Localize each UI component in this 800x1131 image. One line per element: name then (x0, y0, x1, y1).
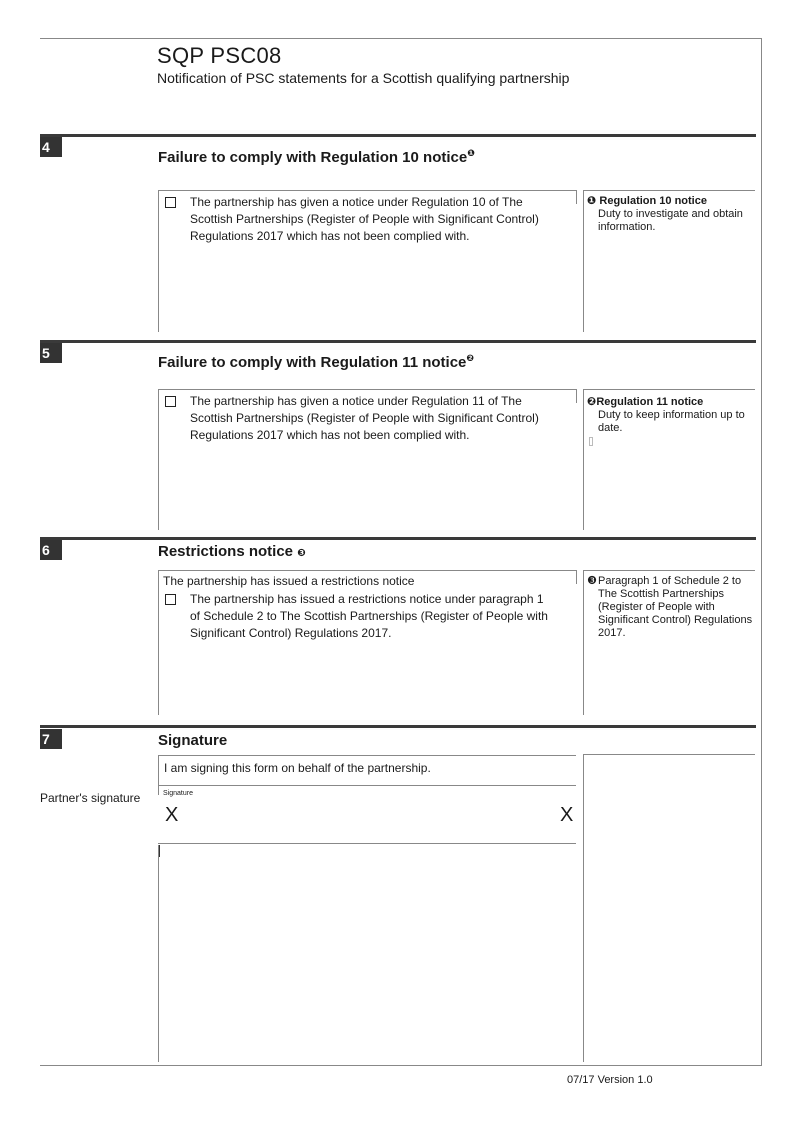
section-5-statement: The partnership has given a notice under Regulation 11 of The Scottish Partnerships (Register of People with Significant Control) Regulations 2017 which has not been complied with. (190, 394, 539, 442)
bottom-rule (40, 1065, 762, 1066)
section-6-bar (40, 537, 756, 540)
section-4-left-border (158, 190, 159, 332)
section-7-statement-top-border (158, 755, 576, 756)
section-7-number: 7 (40, 729, 62, 749)
note-2-cursor-mark (589, 437, 593, 446)
signature-input-area[interactable] (160, 800, 574, 842)
section-6-statement: The partnership has issued a restrictions notice under paragraph 1 of Schedule 2 to The Scottish Partnerships (Register of People with Significant Control) Regulations 2017. (190, 592, 548, 640)
note-ref-3: ❸ (297, 548, 306, 559)
note-3-marker: ❸ (587, 575, 597, 587)
signature-field-left-tick (158, 785, 159, 795)
note-2-text: Duty to keep information up to date. (598, 409, 745, 434)
note-ref-2: ❷ (466, 353, 475, 363)
section-4-statement: The partnership has given a notice under Regulation 10 of The Scottish Partnerships (Register of People with Significant Control) Regulations 2017 which has not been complied with. (190, 195, 539, 243)
section-4-box-right-tick (576, 190, 577, 204)
section-4-title: Failure to comply with Regulation 10 notice$^❶$ (158, 148, 475, 166)
section-7-left-border (158, 845, 159, 1062)
section-5-number: 5 (40, 343, 62, 363)
note-1-title: ❶ Regulation 10 notice (587, 195, 707, 207)
note-1-text: Duty to investigate and obtain information. (598, 208, 743, 233)
note-1-left-border (583, 190, 584, 332)
signature-field-top-border (158, 785, 576, 786)
section-7-title: Signature (158, 732, 228, 749)
section-6-box-right-tick (576, 570, 577, 584)
signature-field-bottom-border (158, 843, 576, 844)
section-5-left-border (158, 389, 159, 530)
section-4-bar (40, 134, 756, 137)
note-3-text: Paragraph 1 of Schedule 2 to The Scottish Partnerships (Register of People with Significant Control) Regulations 2017. (598, 575, 753, 639)
partner-signature-label: Partner's signature (40, 791, 141, 805)
note-2-title: ❷Regulation 11 notice (587, 396, 704, 408)
section-5-title: Failure to comply with Regulation 11 notice$^❷$ (158, 353, 475, 371)
section-7-note-top-border (583, 754, 755, 755)
note-1-top-border (583, 190, 755, 191)
right-border (761, 38, 762, 1065)
form-subtitle: Notification of PSC statements for a Scottish qualifying partnership (157, 70, 570, 86)
signature-end-x: X (560, 804, 574, 826)
signature-start-x: X (165, 804, 179, 826)
section-7-statement: I am signing this form on behalf of the partnership. (164, 761, 431, 775)
restrictions-notice-checkbox[interactable] (165, 594, 176, 605)
section-4-top-border (158, 190, 576, 191)
section-6-top-border (158, 570, 576, 571)
form-code: SQP PSC08 (157, 43, 282, 68)
section-6-intro: The partnership has issued a restrictions notice (163, 574, 415, 588)
section-5-box-right-tick (576, 389, 577, 403)
note-2-left-border (583, 389, 584, 530)
section-4-number: 4 (40, 137, 62, 157)
form-version: 07/17 Version 1.0 (567, 1074, 653, 1086)
note-3-left-border (583, 570, 584, 715)
section-6-left-border (158, 570, 159, 715)
regulation-10-checkbox[interactable] (165, 197, 176, 208)
section-6-number: 6 (40, 540, 62, 560)
regulation-11-checkbox[interactable] (165, 396, 176, 407)
note-3-top-border (583, 570, 755, 571)
section-5-bar (40, 340, 756, 343)
section-7-statement-left-border (158, 755, 159, 785)
section-6-title: Restrictions notice ❸ (158, 543, 306, 560)
section-7-note-left-border (583, 754, 584, 1062)
top-rule (40, 38, 762, 39)
note-2-top-border (583, 389, 755, 390)
signature-field-label: Signature (163, 790, 193, 797)
note-ref-1: ❶ (467, 148, 475, 158)
section-5-top-border (158, 389, 576, 390)
section-7-bar (40, 725, 756, 728)
